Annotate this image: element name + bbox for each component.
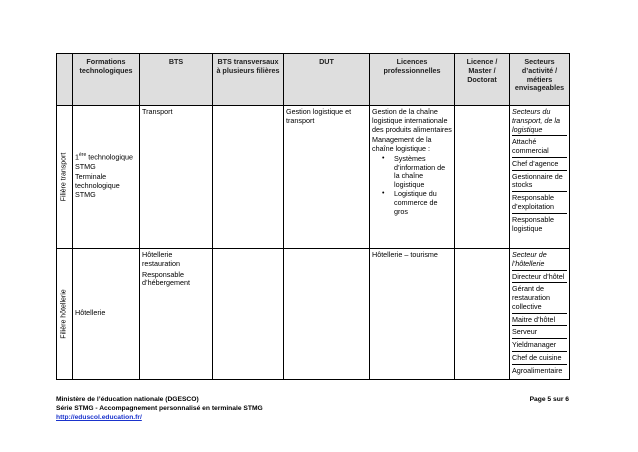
formation-text: Hôtellerie <box>75 308 106 318</box>
corner-cell <box>57 54 73 106</box>
licence-master-cell <box>455 106 510 249</box>
header-secteurs <box>510 54 570 106</box>
licence-pro-paragraph: Gestion de la chaîne logistique internationale des produits alimentaires <box>372 107 452 134</box>
header-licence-master <box>455 54 510 106</box>
sector-title: Secteur de l’hôtellerie <box>512 250 547 268</box>
footer-page-number: Page 5 sur 6 <box>529 396 569 403</box>
header-row <box>57 54 570 106</box>
bts-transversaux-cell <box>213 106 284 249</box>
formation-cell <box>73 249 140 380</box>
bullet-icon: • <box>382 190 385 198</box>
row-hotellerie <box>57 249 570 380</box>
bts-cell <box>140 249 213 380</box>
header-licence-master-text: Licence / Master / Doctorat <box>466 57 498 84</box>
bullet-icon: • <box>382 154 385 162</box>
footer-ministry: Ministère de l’éducation nationale (DGESCO) <box>56 396 199 403</box>
header-dut <box>284 54 370 106</box>
header-formations-text: Formations technologiques <box>79 57 133 75</box>
sector-item: Gérant de restauration collective <box>512 282 567 312</box>
header-licences-pro <box>370 54 455 106</box>
sector-item: Serveur <box>512 325 567 338</box>
formation-second: Terminale technologique STMG <box>75 172 120 199</box>
header-secteurs-text: Secteurs d’activité / métiers envisageables <box>514 57 565 93</box>
bts-transversaux-cell <box>213 249 284 380</box>
dut-cell <box>284 249 370 380</box>
sector-item: Yieldmanager <box>512 338 567 351</box>
secteurs-cell <box>510 106 570 249</box>
bts-paragraph: Responsable d’hébergement <box>142 269 190 288</box>
sector-item: Gestionnaire de stocks <box>512 170 567 192</box>
footer-row <box>56 395 569 404</box>
header-bts-text: BTS <box>168 57 184 66</box>
licences-pro-text: Hôtellerie – tourisme <box>372 250 438 259</box>
list-item-text: Logistique du commerce de gros <box>394 189 438 216</box>
side-label-cell <box>57 106 73 249</box>
page-footer <box>56 395 569 422</box>
side-label: Filière transport <box>60 152 68 202</box>
bts-text: Transport <box>142 107 173 116</box>
sector-title: Secteurs du transport, de la logistique <box>512 107 560 134</box>
formation-first-num: 1 <box>75 152 79 162</box>
dut-text: Gestion logistique et transport <box>286 107 352 125</box>
bts-paragraph: Hôtellerie restauration <box>142 250 180 268</box>
header-bts <box>140 54 213 106</box>
header-formations <box>73 54 140 106</box>
header-dut-text: DUT <box>319 57 334 66</box>
licence-pro-list <box>372 155 452 216</box>
formation-first <box>75 152 137 171</box>
side-label-cell <box>57 249 73 380</box>
formation-first-sup: ère <box>79 152 87 159</box>
licence-pro-paragraph: Management de la chaîne logistique : <box>372 135 432 154</box>
licence-master-cell <box>455 249 510 380</box>
orientation-table <box>56 53 570 380</box>
secteurs-cell <box>510 249 570 380</box>
list-item <box>382 155 452 190</box>
sector-item: Attaché commercial <box>512 135 567 157</box>
side-label: Filière hôtellerie <box>60 289 68 339</box>
header-bts-transversaux-text: BTS transversaux à plusieurs filières <box>216 57 280 75</box>
sector-item: Maitre d’hôtel <box>512 313 567 326</box>
header-licences-pro-text: Licences professionnelles <box>383 57 441 75</box>
bts-cell <box>140 106 213 249</box>
footer-link[interactable]: http://eduscol.education.fr/ <box>56 414 142 422</box>
sector-item: Responsable d’exploitation <box>512 191 567 213</box>
header-bts-transversaux <box>213 54 284 106</box>
list-item <box>382 190 452 216</box>
footer-series: Série STMG - Accompagnement personnalisé en terminale STMG <box>56 405 263 413</box>
sector-item: Directeur d’hôtel <box>512 270 567 283</box>
formation-cell <box>73 106 140 249</box>
sector-item: Chef d’agence <box>512 157 567 170</box>
list-item-text: Systèmes d’information de la chaîne logistique <box>394 153 446 190</box>
sector-item: Chef de cuisine <box>512 351 567 364</box>
formation-first-rest: technologique STMG <box>75 152 133 171</box>
dut-cell <box>284 106 370 249</box>
sector-item: Responsable logistique <box>512 213 567 235</box>
licences-pro-cell <box>370 106 455 249</box>
sector-item: Agroalimentaire <box>512 364 567 377</box>
row-transport <box>57 106 570 249</box>
licences-pro-cell <box>370 249 455 380</box>
